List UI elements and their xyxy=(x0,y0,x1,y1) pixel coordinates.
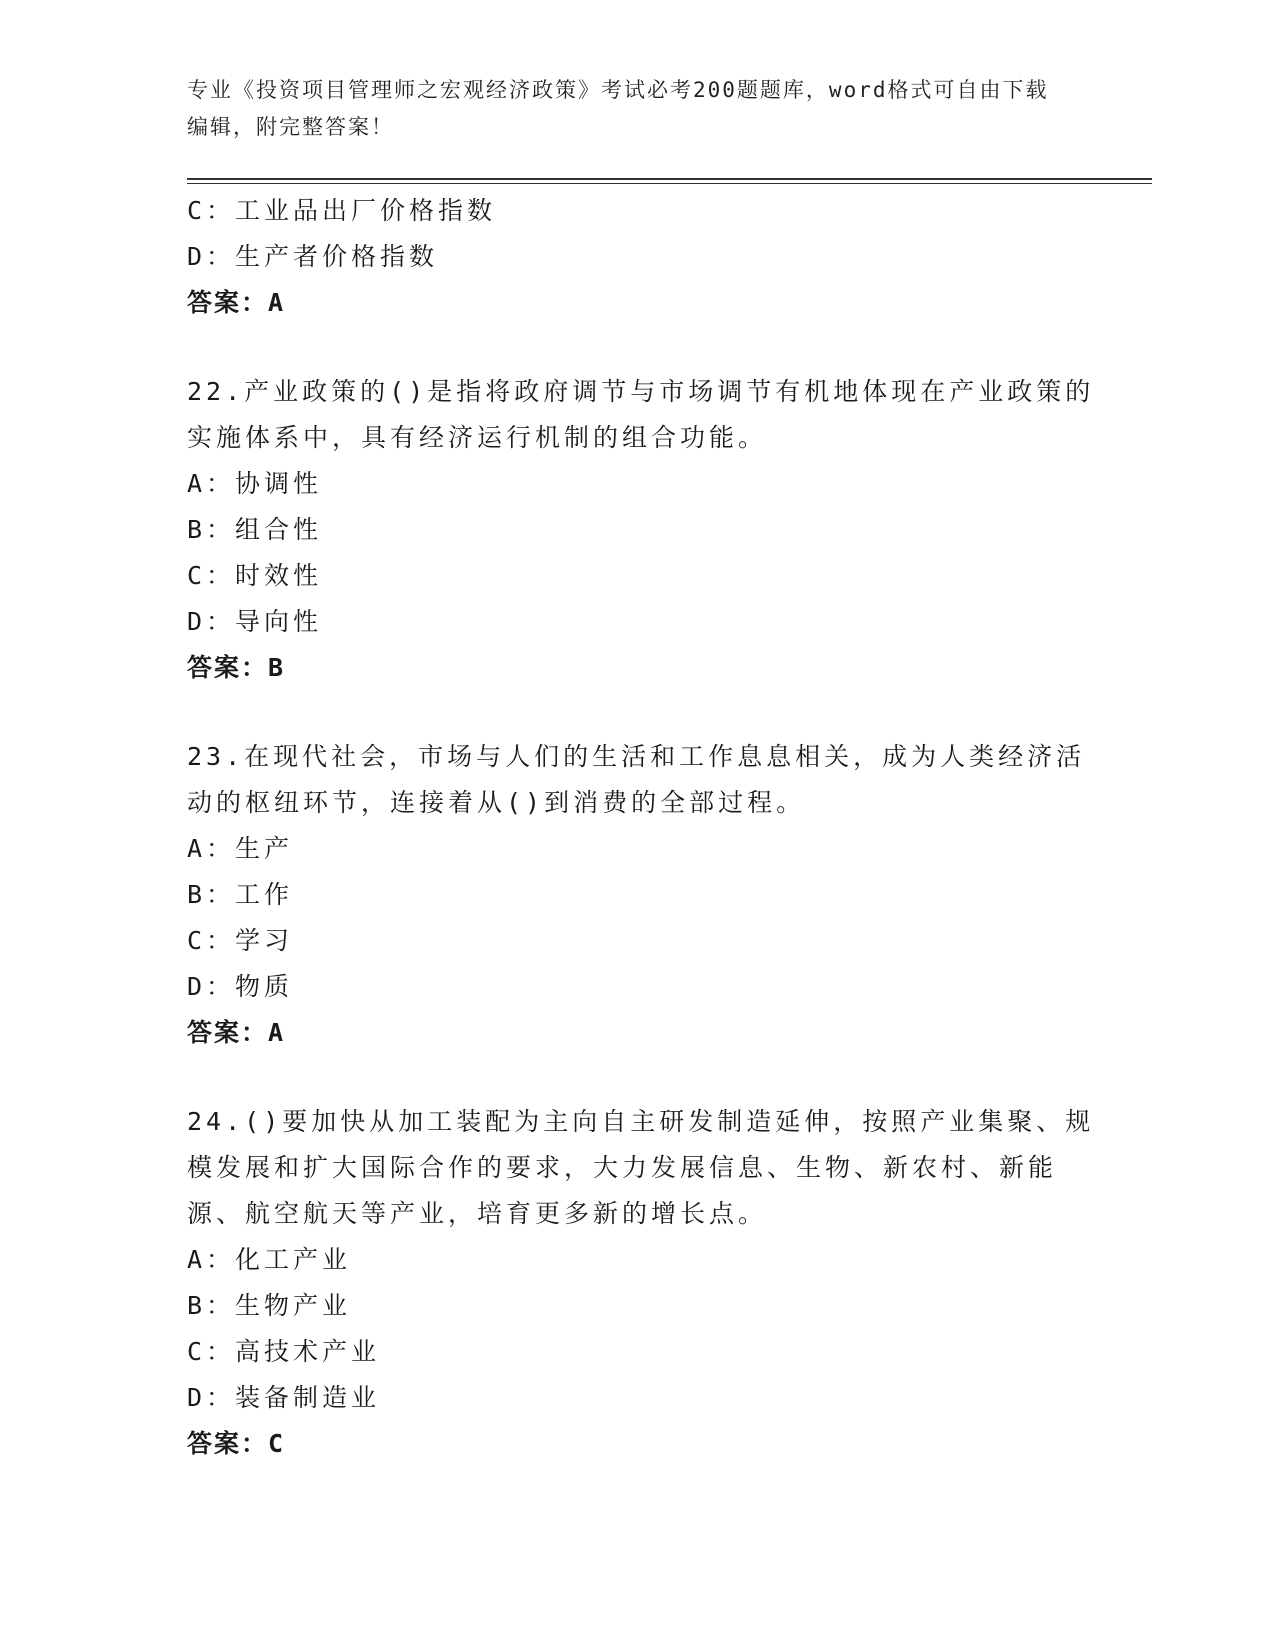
question-stem-line: 24.()要加快从加工装配为主向自主研发制造延伸，按照产业集聚、规 xyxy=(187,1107,1095,1136)
option-d: D：物质 xyxy=(187,972,294,1001)
option-d: D：生产者价格指数 xyxy=(187,242,439,271)
option-d: D：装备制造业 xyxy=(187,1383,381,1412)
question-stem-line: 22.产业政策的()是指将政府调节与市场调节有机地体现在产业政策的 xyxy=(187,377,1095,406)
answer-line: 答案：B xyxy=(187,653,286,682)
answer-line: 答案：A xyxy=(187,288,286,317)
option-b: B：组合性 xyxy=(187,515,323,544)
question-stem-line: 模发展和扩大国际合作的要求，大力发展信息、生物、新农村、新能 xyxy=(187,1153,1058,1182)
question-list xyxy=(187,188,1095,1467)
question-stem-line: 动的枢纽环节，连接着从()到消费的全部过程。 xyxy=(187,788,806,817)
option-a: A：化工产业 xyxy=(187,1245,352,1274)
option-c: C：高技术产业 xyxy=(187,1337,381,1366)
option-b: B：生物产业 xyxy=(187,1291,352,1320)
option-c: C：学习 xyxy=(187,926,294,955)
option-c: C：时效性 xyxy=(187,561,323,590)
option-d: D：导向性 xyxy=(187,607,323,636)
option-a: A：生产 xyxy=(187,834,294,863)
question-spacer xyxy=(187,691,1067,734)
option-a: A：协调性 xyxy=(187,469,323,498)
option-c: C：工业品出厂价格指数 xyxy=(187,196,497,225)
header-text: 专业《投资项目管理师之宏观经济政策》考试必考200题题库，word格式可自由下载编辑，附完整答案！ xyxy=(187,78,1049,139)
question-22 xyxy=(187,369,1095,691)
question-stem-line: 23.在现代社会，市场与人们的生活和工作息息相关，成为人类经济活 xyxy=(187,742,1086,771)
header-divider-thick xyxy=(187,178,1152,180)
question-spacer xyxy=(187,1056,1067,1099)
question-stem-line: 源、航空航天等产业，培育更多新的增长点。 xyxy=(187,1199,768,1228)
question-spacer xyxy=(187,326,1067,369)
document-header xyxy=(187,72,1067,146)
partial-question xyxy=(187,188,1067,326)
question-24 xyxy=(187,1099,1095,1467)
option-b: B：工作 xyxy=(187,880,294,909)
answer-line: 答案：A xyxy=(187,1018,286,1047)
header-divider-thin xyxy=(187,183,1152,184)
question-23 xyxy=(187,734,1086,1056)
answer-line: 答案：C xyxy=(187,1429,286,1458)
question-stem-line: 实施体系中，具有经济运行机制的组合功能。 xyxy=(187,423,768,452)
